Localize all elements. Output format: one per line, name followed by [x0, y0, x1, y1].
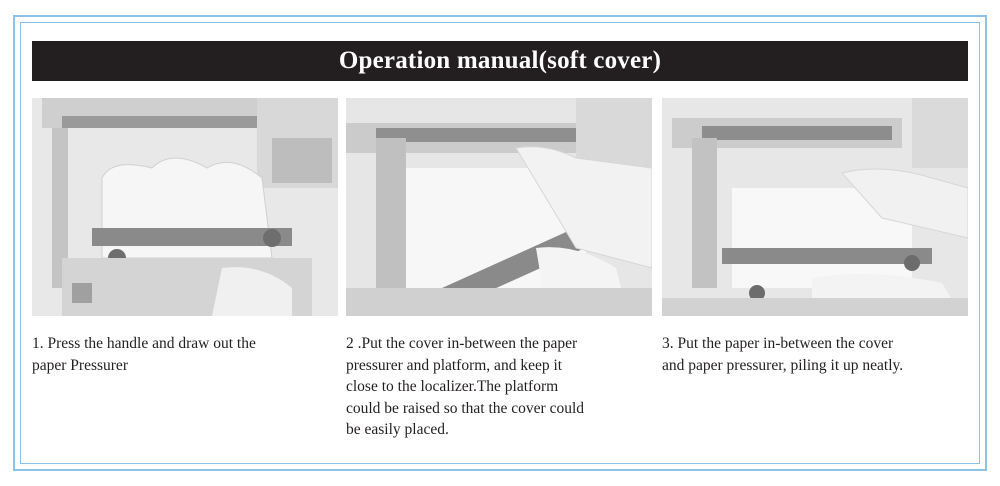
caption-line: could be raised so that the cover could	[346, 399, 585, 417]
caption-line: 3. Put the paper in-between the cover	[662, 335, 894, 352]
step-3-caption	[662, 333, 962, 376]
paper-piling-photo	[662, 98, 968, 316]
caption-line: be easily placed.	[346, 421, 449, 438]
caption-line: and paper pressurer, piling it up neatly.	[662, 356, 904, 374]
caption-line: close to the localizer.The platform	[346, 378, 559, 395]
cover-placement-photo	[346, 98, 652, 316]
step-1-caption	[32, 333, 332, 376]
caption-line: pressurer and platform, and keep it	[346, 356, 563, 374]
title-banner	[32, 41, 968, 81]
caption-line: 1. Press the handle and draw out the	[32, 335, 256, 352]
caption-line: paper Pressurer	[32, 356, 128, 374]
page-title: Operation manual(soft cover)	[338, 47, 662, 74]
caption-line: 2 .Put the cover in-between the paper	[346, 335, 578, 352]
step-2-caption	[346, 333, 636, 441]
machine-handle-photo	[32, 98, 338, 316]
